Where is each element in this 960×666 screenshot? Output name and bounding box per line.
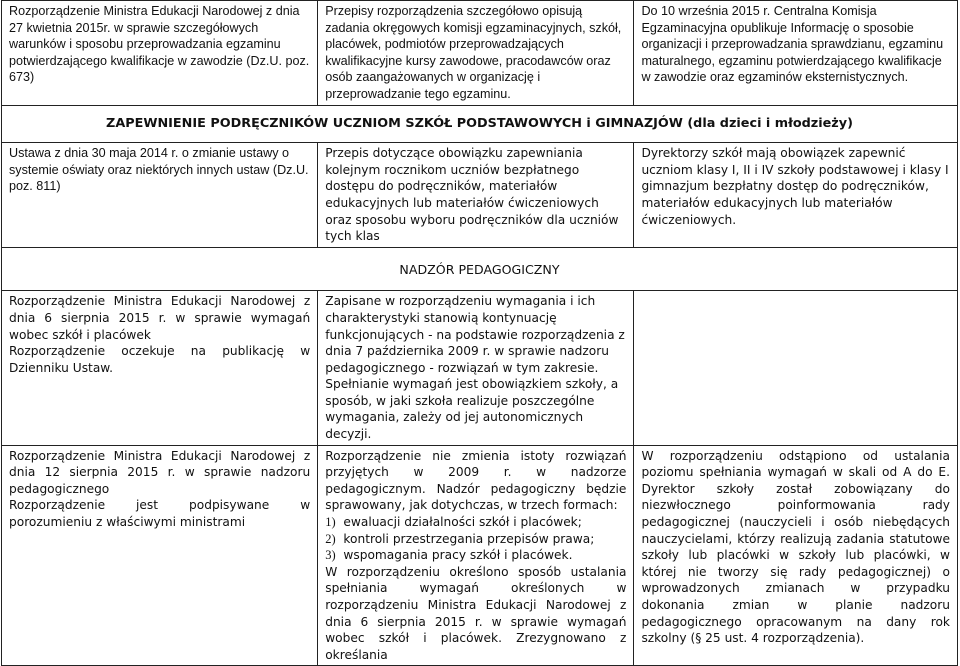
list-item — [325, 547, 626, 564]
notes-cell: Dyrektorzy szkół mają obowiązek zapewnić uczniom klasy I, II i IV szkoły podstawowej i klasy I gimnazjum bezpłatny dostęp do podręczników, materiałów edukacyjnych lub materiałów ćwiczeniowych. — [634, 143, 958, 248]
list-number: 1) — [325, 515, 336, 530]
regulation-cell: Ustawa z dnia 30 maja 2014 r. o zmianie ustawy o systemie oświaty oraz niektórych innych ustaw (Dz.U. poz. 811) — [2, 143, 318, 248]
list-item — [325, 514, 626, 531]
description-cell: Przepisy rozporządzenia szczegółowo opisują zadania okręgowych komisji egzaminacyjnych, szkół, placówek, podmiotów przeprowadzających kwalifikacyjne kursy zawodowe, pracodawców oraz osób zaangażowanych w organizację i przeprowadzanie tego egzaminu. — [318, 1, 634, 106]
table-row — [2, 291, 958, 445]
regulation-cell: Rozporządzenie Ministra Edukacji Narodowej z dnia 27 kwietnia 2015r. w sprawie szczegółowych warunków i sposobu przeprowadzania egzaminu potwierdzającego kwalifikacje w zawodzie (Dz.U. poz. 673) — [2, 1, 318, 106]
notes-cell: W rozporządzeniu odstąpiono od ustalania poziomu spełniania wymagań w skali od A do E. Dyrektor szkoły został zobowiązany do niezwłocznego poinformowania rady pedagogicznej (nauczycieli i osób niebędących nauczycielami, którzy realizują zadania statutowe szkoły lub placówki w szkoły lub placówki, w której nie tworzy się rady pedagogicznej) o wprowadzonych zmianach w przypadku dokonania zmian w planie nadzoru pedagogicznego opracowanym na dany rok szkolny (§ 25 ust. 4 rozporządzenia). — [634, 445, 958, 666]
list-text: kontroli przestrzegania przepisów prawa; — [343, 531, 595, 546]
table-row — [2, 1, 958, 106]
list-text: wspomagania pracy szkół i placówek. — [343, 548, 573, 563]
section-header-row — [2, 247, 958, 291]
description-cell — [318, 445, 634, 666]
list-number: 2) — [325, 531, 336, 546]
list-item — [325, 531, 626, 548]
regulation-cell — [2, 291, 318, 445]
regulation-title: Rozporządzenie Ministra Edukacji Narodowej z dnia 12 sierpnia 2015 r. w sprawie nadzoru pedagogicznego — [9, 448, 311, 496]
regulation-title: Rozporządzenie Ministra Edukacji Narodowej z dnia 6 sierpnia 2015 r. w sprawie wymagań wobec szkół i placówek — [9, 294, 311, 342]
description-intro: Rozporządzenie nie zmienia istoty rozwiązań przyjętych w 2009 r. w nadzorze pedagogicznym. Nadzór pedagogiczny będzie sprawowany, jak dotychczas, w trzech formach: — [325, 448, 627, 513]
notes-cell: Do 10 września 2015 r. Centralna Komisja Egzaminacyjna opublikuje Informację o sposobie organizacji i przeprowadzania sprawdzianu, egzaminu maturalnego, egzaminu potwierdzającego kwalifikacje w zawodzie oraz egzaminów eksternistycznych. — [634, 1, 958, 106]
notes-cell — [634, 291, 958, 445]
regulation-status: Rozporządzenie oczekuje na publikację w Dzienniku Ustaw. — [9, 344, 311, 375]
regulations-table — [1, 0, 958, 666]
list-text: ewaluacji działalności szkół i placówek; — [343, 515, 582, 530]
table-row — [2, 143, 958, 248]
description-cell: Zapisane w rozporządzeniu wymagania i ich charakterystyki stanowią kontynuację funkcjonujących - na podstawie rozporządzenia z dnia 7 października 2009 r. w sprawie nadzoru pedagogicznego - rozwiązań w tym zakresie. Spełnianie wymagań jest obowiązkiem szkoły, a sposób, w jaki szkoła realizuje poszczególne wymagania, zależy od jej autonomicznych decyzji. — [318, 291, 634, 445]
document-page — [1, 0, 958, 662]
section-heading-textbooks: ZAPEWNIENIE PODRĘCZNIKÓW UCZNIOM SZKÓŁ PODSTAWOWYCH i GIMNAZJÓW (dla dzieci i młodzieży) — [2, 105, 958, 143]
regulation-cell — [2, 445, 318, 666]
table-row — [2, 445, 958, 666]
section-header-row — [2, 105, 958, 143]
regulation-status: Rozporządzenie jest podpisywane w porozumieniu z właściwymi ministrami — [9, 498, 311, 530]
description-cell: Przepis dotyczące obowiązku zapewniania kolejnym rocznikom uczniów bezpłatnego dostępu do podręczników, materiałów edukacyjnych lub materiałów ćwiczeniowych oraz sposobu wyboru podręczników dla uczniów tych klas — [318, 143, 634, 248]
list-number: 3) — [325, 548, 336, 563]
description-continued: W rozporządzeniu określono sposób ustalania spełniania wymagań określonych w rozporządzeniu Ministra Edukacji Narodowej z dnia 6 sierpnia 2015 r. w sprawie wymagań wobec szkół i placówek. Zrezygnowano z określania — [325, 564, 627, 662]
section-heading-supervision: NADZÓR PEDAGOGICZNY — [2, 247, 958, 291]
